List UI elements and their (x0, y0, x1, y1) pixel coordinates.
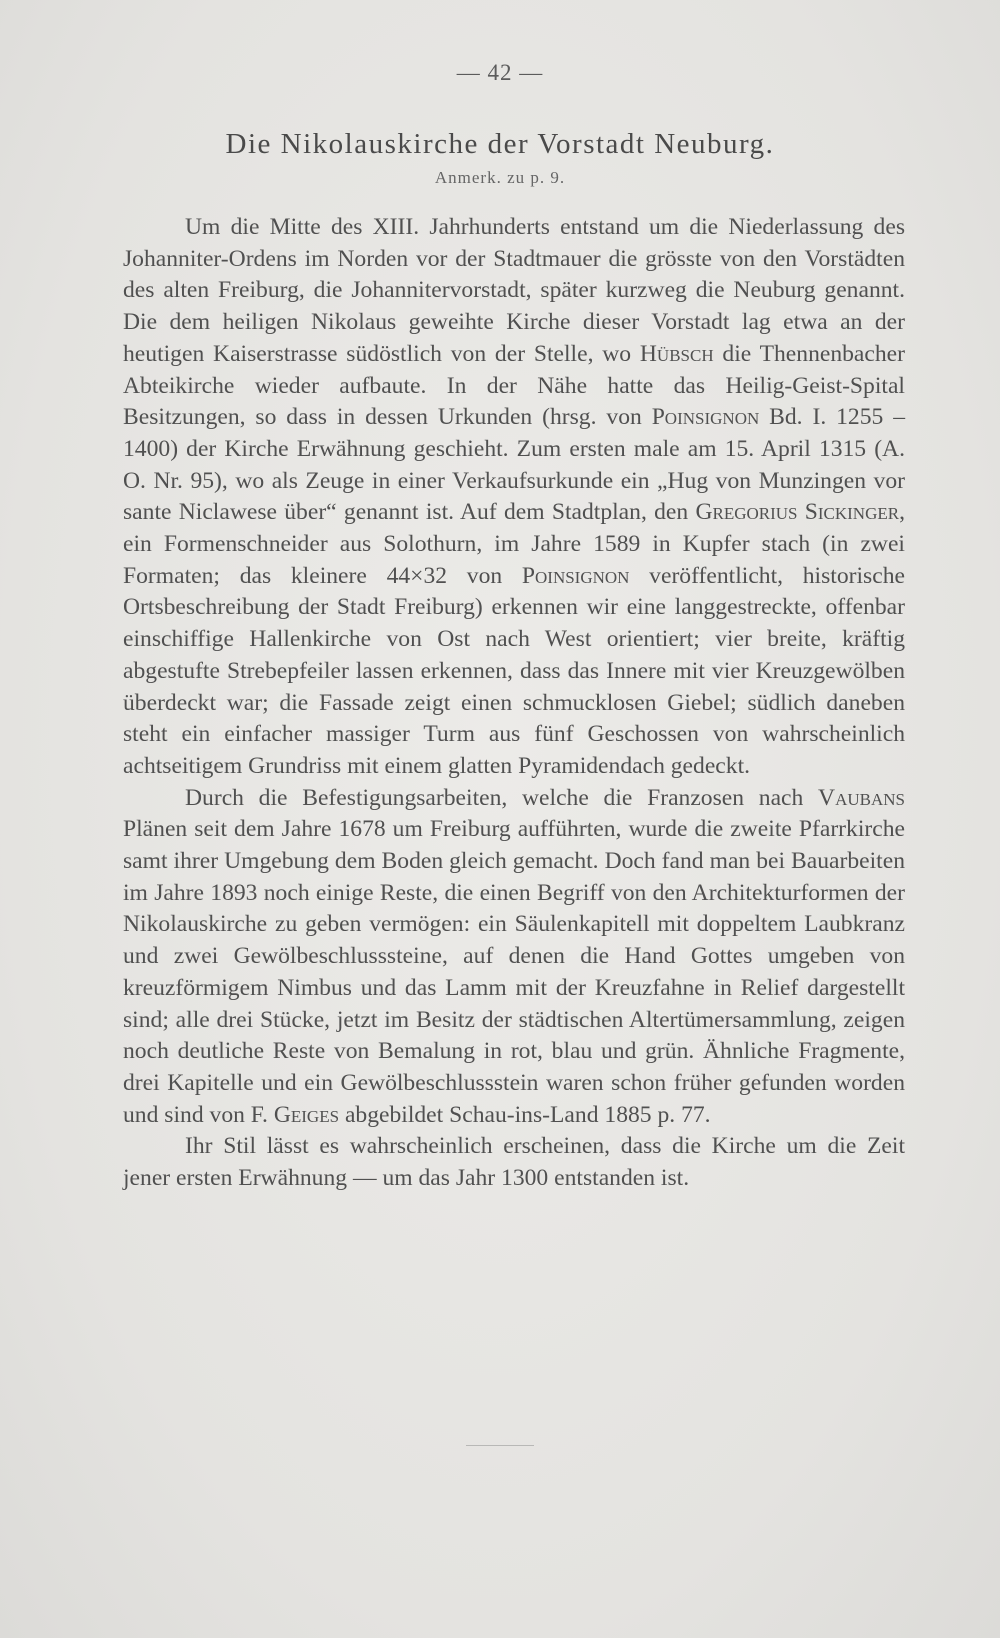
body-text (123, 212, 905, 1195)
text-run: die Thennenbacher Abteikirche wieder aufbaute. In der Nähe hatte das Heilig-Geist-Spital Besitzungen, so dass in dessen Urkunden (hrsg. von (123, 340, 906, 431)
text-run-smallcaps: Poinsignon (521, 562, 630, 589)
page-subtitle: Anmerk. zu p. 9. (434, 168, 566, 187)
text-run-smallcaps: Geiges (273, 1101, 340, 1128)
paragraph (123, 1131, 905, 1194)
text-run-smallcaps: Poinsignon (651, 404, 760, 431)
text-run: veröffentlicht, historische Ortsbeschreibung der Stadt Freiburg) erkennen wir eine langgestreckte, offenbar einschiffige Hallenkirche von Ost nach West orientiert; vier breite, kräftig abgestufte Strebepfeiler lassen erkennen, dass das Innere mit vier Kreuzgewölben überdeckt war; die Fassade zeigt einen schmucklosen Giebel; südlich daneben steht ein einfacher massiger Turm aus fünf Geschossen von wahrscheinlich achtseitigem Grundriss mit einem glatten Pyramidendach gedeckt. (123, 562, 905, 779)
text-run-smallcaps: Hübsch (639, 340, 714, 367)
text-run: Plänen seit dem Jahre 1678 um Freiburg aufführten, wurde die zweite Pfarrkirche samt ihrer Umgebung dem Boden gleich gemacht. Doch fand man bei Bauarbeiten im Jahre 1893 noch einige Reste, die einen Begriff von den Architekturformen der Nikolauskirche zu geben vermögen: ein Säulenkapitell mit doppeltem Laubkranz und zwei Gewölbeschlusssteine, auf denen die Hand Gottes umgeben von kreuzförmigem Nimbus und das Lamm mit der Kreuzfahne in Relief dargestellt sind; alle drei Stücke, jetzt im Besitz der städtischen Altertümersammlung, zeigen noch deutliche Reste von Bemalung in rot, blau und grün. Ähnliche Fragmente, drei Kapitelle und ein Gewölbeschlussstein waren schon früher gefunden worden und sind von F. (123, 816, 905, 1128)
end-rule (0, 1433, 1000, 1451)
text-run-smallcaps: Gregorius Sickinger (695, 499, 900, 526)
text-run: Bd. I. 1255 – 1400) der Kirche Erwähnung geschieht. Zum ersten male am 15. April 1315 (A. O. Nr. 95), wo als Zeuge in einer Verkaufsurkunde ein „Hug von Munzingen vor sante Niclawese über“ genannt ist. Auf dem Stadtplan, den (123, 404, 905, 526)
paragraph (123, 783, 905, 1132)
text-run: Ihr Stil lässt es wahrscheinlich erscheinen, dass die Kirche um die Zeit jener ersten Erwähnung — um das Jahr 1300 entstanden ist. (123, 1133, 905, 1192)
page-title: Die Nikolauskirche der Vorstadt Neuburg. (225, 128, 775, 160)
text-run: , ein Formenschneider aus Solothurn, im Jahre 1589 in Kupfer stach (in zwei Formaten; das kleinere 44×32 von (123, 499, 905, 589)
paragraph (123, 212, 905, 783)
text-run: abgebildet Schau-ins-Land 1885 p. 77. (339, 1101, 711, 1128)
divider (466, 1445, 534, 1446)
page-number: — 42 — (456, 60, 544, 85)
text-run: Durch die Befestigungsarbeiten, welche die Franzosen nach (185, 784, 819, 811)
text-run-smallcaps: Vaubans (818, 784, 905, 811)
text-run: Um die Mitte des XIII. Jahrhunderts entstand um die Niederlassung des Johanniter-Ordens im Norden vor der Stadtmauer die grösste von den Vorstädten des alten Freiburg, die Johannitervorstadt, später kurzweg die Neuburg genannt. Die dem heiligen Nikolaus geweihte Kirche dieser Vorstadt lag etwa an der heutigen Kaiserstrasse südöstlich von der Stelle, wo (123, 214, 905, 367)
